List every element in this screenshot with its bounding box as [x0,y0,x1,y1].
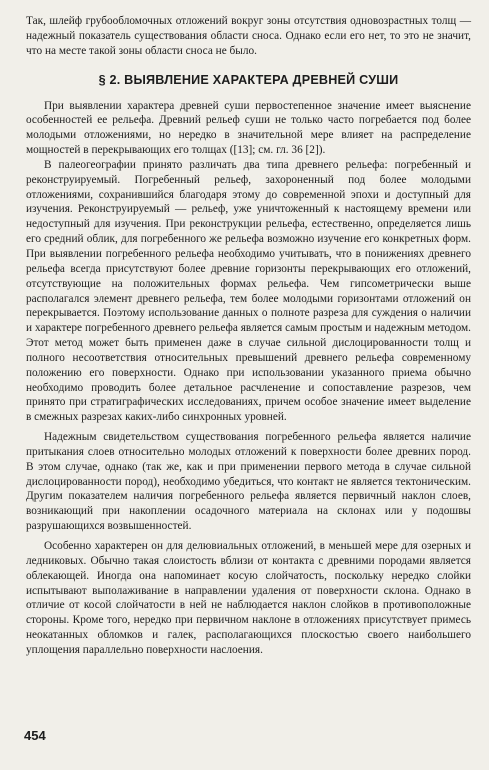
page-number: 454 [24,728,46,743]
intro-paragraph: Так, шлейф грубообломочных отложений вокруг зоны отсутствия одновозрастных толщ — надежный показатель существования области сноса. Однако если его нет, то это не значит, что на месте такой зоны области сноса не было. [26,15,471,57]
section-heading: § 2. ВЫЯВЛЕНИЕ ХАРАКТЕРА ДРЕВНЕЙ СУШИ [98,72,399,87]
body-paragraph: При выявлении характера древней суши первостепенное значение имеет выяснение особенностей ее рельефа. Древний рельеф суши не только часто погребается под более молодыми отложениями, но нередко в значительной мере влияет на распределение мощностей в перекрывающих его толщах ([13]; см. гл. 36 [2]). [26,99,471,157]
body-paragraph: В палеогеографии принято различать два типа древнего рельефа: погребенный и реконструируемый. Погребенный рельеф, захороненный под более молодыми отложениями, сохранившийся благодаря этому до современной эпохи и доступный для изучения. Реконструируемый — рельеф, уже уничтоженный к настоящему времени или недоступный для изучения. При реконструкции рельефа, естественно, определяется лишь его средний облик, для погребенного же рельефа возможно изучение его конкретных форм. При выявлении погребенного рельефа необходимо учитывать, что в понижениях древнего рельефа всегда присутствуют более древние горизонты перекрывающих его отложений, отсутствующие на положительных формах рельефа. Чем гипсометрически выше располагался элемент древнего рельефа, тем более молодыми горизонтами отложений он перекрывается. Поэтому использование данных о полноте разреза для суждения о наличии и характере погребенного древнего рельефа является самым простым и надежным методом. Этот метод может быть применен даже в случае сильной дислоцированности толщ и полного несоответствия относительных превышений древнего рельефа современному положению его поверхности. Однако при использовании указанного приема обычно необходимо проводить более детальное расчленение и сопоставление разрезов, чем принято при стратиграфических исследованиях, причем особое значение имеет выделение в смежных разрезах каких-либо синхронных уровней. [26,158,471,424]
body-paragraph: Особенно характерен он для делювиальных отложений, в меньшей мере для озерных и ледниковых. Обычно такая слоистость вблизи от контакта с древними породами является облекающей. Иногда она напоминает косую слойчатость, поскольку нередко слойки испытывают выполаживание в направлении удаления от поверхности склона. Однако в отличие от косой слойчатости в ней не наблюдается наклон слойков в противоположные стороны. Кроме того, нередко при первичном наклоне в отложениях присутствует примесь неокатанных обломков и галек, располагающихся плоскостью своего наибольшего уплощения параллельно поверхности наслоения. [26,540,471,656]
body-paragraph: Надежным свидетельством существования погребенного рельефа является наличие притыкания слоев относительно молодых отложений к поверхности более древних пород. В этом случае, однако (так же, как и при применении первого метода в случае сильной дислоцированности пород), необходимо убедиться, что контакт не является тектоническим. Другим показателем наличия погребенного рельефа является первичный наклон слоев, возникающий при накоплении осадочного материала на склонах или у подошвы разрушающихся возвышенностей. [26,431,471,533]
